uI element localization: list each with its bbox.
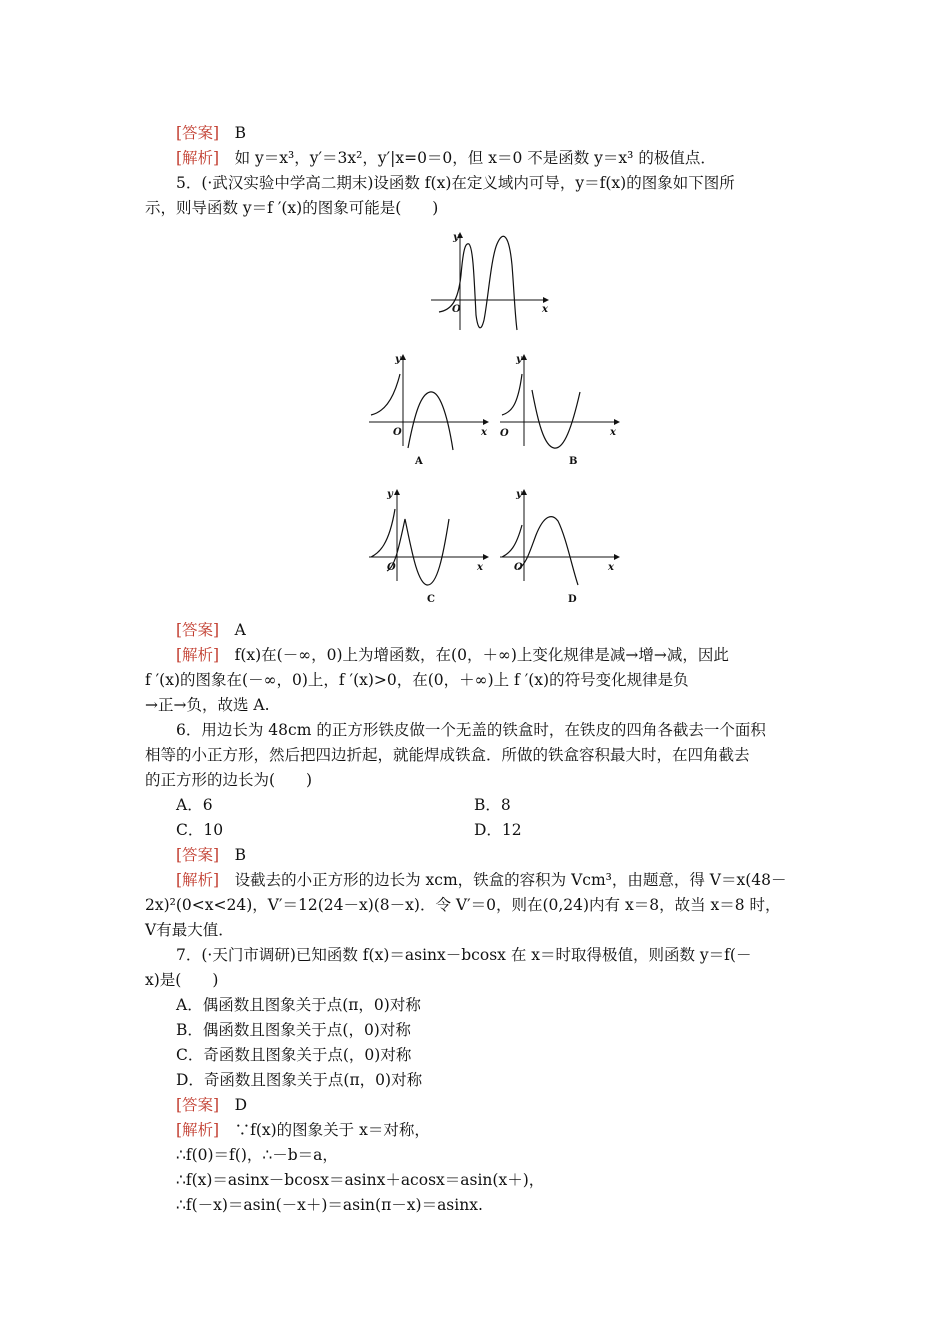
fx-x-label: x bbox=[542, 304, 548, 315]
analysis-q4: [解析] 如 y＝x³，y′＝3x²，y′|x=0＝0，但 x＝0 不是函数 y＝x³ 的极值点． bbox=[176, 149, 716, 167]
analysis-q5-line1: [解析] f(x)在(－∞，0)上为增函数，在(0，＋∞)上变化规律是减→增→减，因此 bbox=[176, 646, 729, 664]
section-tag: [解析] bbox=[176, 646, 220, 664]
analysis-q6-line3: V有最大值． bbox=[145, 921, 234, 939]
figure-option-d bbox=[496, 487, 626, 607]
d-y-label: y bbox=[516, 489, 522, 500]
q7-option-a: A．偶函数且图象关于点(π，0)对称 bbox=[176, 996, 421, 1014]
fx-origin: O bbox=[452, 304, 461, 315]
analysis-q5-line2: f ′(x)的图象在(－∞，0)上，f ′(x)>0，在(0，＋∞)上 f ′(x)的符号变化规律是负 bbox=[145, 671, 689, 689]
analysis-q6-line2: 2x)²(0<x<24)，V′＝12(24－x)(8－x)．令 V′＝0，则在(0,24)内有 x＝8，故当 x＝8 时， bbox=[145, 896, 781, 914]
analysis-q6-line1: [解析] 设截去的小正方形的边长为 xcm，铁盒的容积为 Vcm³，由题意，得 V＝x(48－ bbox=[176, 871, 787, 889]
b-caption: B bbox=[569, 456, 578, 467]
a-y-label: y bbox=[395, 354, 401, 365]
analysis-q7-line4: ∴f(－x)＝asin(－x＋)＝asin(π－x)＝asinx. bbox=[176, 1196, 483, 1214]
d-caption: D bbox=[568, 594, 577, 605]
analysis-q7-line3: ∴f(x)＝asinx－bcosx＝asinx＋acosx＝asin(x＋)， bbox=[176, 1171, 545, 1189]
d-x-label: x bbox=[608, 562, 614, 573]
a-caption: A bbox=[415, 456, 423, 467]
b-origin: O bbox=[500, 428, 509, 439]
d-origin: O bbox=[514, 562, 523, 573]
fx-y-label: y bbox=[453, 232, 459, 243]
question-6-line1: 6．用边长为 48cm 的正方形铁皮做一个无盖的铁盒时，在铁皮的四角各截去一个面积 bbox=[176, 721, 766, 739]
figure-option-a bbox=[365, 352, 495, 470]
question-6-line3: 的正方形的边长为( ) bbox=[145, 771, 313, 789]
c-caption: C bbox=[427, 594, 435, 605]
question-6-line2: 相等的小正方形，然后把四边折起，就能焊成铁盒．所做的铁盒容积最大时，在四角截去 bbox=[145, 746, 750, 764]
section-tag: [答案] bbox=[176, 846, 220, 864]
section-tag: [答案] bbox=[176, 621, 220, 639]
figure-fx bbox=[425, 230, 555, 335]
b-x-label: x bbox=[610, 427, 616, 438]
answer-q4: [答案] B bbox=[176, 124, 246, 142]
section-tag: [答案] bbox=[176, 1096, 220, 1114]
question-7-line2: x)是( ) bbox=[145, 971, 219, 989]
a-origin: O bbox=[393, 427, 402, 438]
figure-option-c bbox=[365, 487, 495, 607]
answer-q5: [答案] A bbox=[176, 621, 246, 639]
a-x-label: x bbox=[481, 427, 487, 438]
q7-option-c: C．奇函数且图象关于点(，0)对称 bbox=[176, 1046, 412, 1064]
q6-option-d: D．12 bbox=[474, 821, 522, 839]
analysis-q5-line3: →正→负，故选 A. bbox=[145, 696, 270, 714]
c-y-label: y bbox=[387, 489, 393, 500]
analysis-q7-line1: [解析] ∵f(x)的图象关于 x＝对称， bbox=[176, 1121, 430, 1139]
analysis-q7-line2: ∴f(0)＝f()，∴－b＝a， bbox=[176, 1146, 338, 1164]
question-5-line1: 5．(·武汉实验中学高二期末)设函数 f(x)在定义域内可导，y＝f(x)的图象如下图所 bbox=[176, 174, 735, 192]
answer-q6: [答案] B bbox=[176, 846, 246, 864]
q7-option-b: B．偶函数且图象关于点(，0)对称 bbox=[176, 1021, 411, 1039]
q7-option-d: D．奇函数且图象关于点(π，0)对称 bbox=[176, 1071, 423, 1089]
section-tag: [答案] bbox=[176, 124, 220, 142]
q6-option-b: B．8 bbox=[474, 796, 511, 814]
section-tag: [解析] bbox=[176, 149, 220, 167]
section-tag: [解析] bbox=[176, 871, 220, 889]
question-7-line1: 7．(·天门市调研)已知函数 f(x)＝asinx－bcosx 在 x＝时取得极值，则函数 y＝f(－ bbox=[176, 946, 752, 964]
figure-option-b bbox=[496, 352, 626, 470]
c-x-label: x bbox=[477, 562, 483, 573]
b-y-label: y bbox=[516, 354, 522, 365]
c-origin: O bbox=[387, 562, 396, 573]
section-tag: [解析] bbox=[176, 1121, 220, 1139]
q6-option-c: C．10 bbox=[176, 821, 224, 839]
q6-option-a: A．6 bbox=[176, 796, 213, 814]
answer-q7: [答案] D bbox=[176, 1096, 248, 1114]
question-5-line2: 示，则导函数 y＝f ′(x)的图象可能是( ) bbox=[145, 199, 439, 217]
